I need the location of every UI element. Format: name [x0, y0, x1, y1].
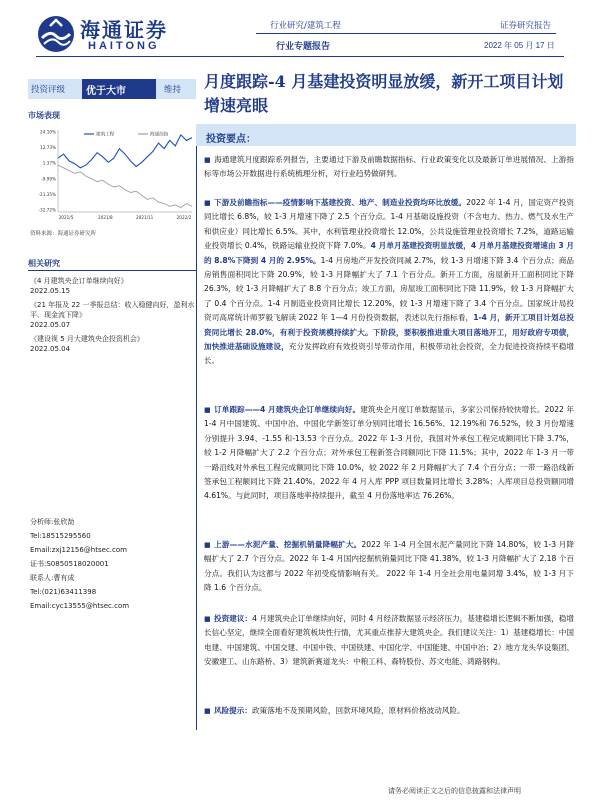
rating-label: 投资评级 — [28, 79, 82, 99]
advice-text: 4 月建筑央企订单继续向好，同时 4 月经济数据显示经济压力，基建稳增长逻辑不断加强，稳增长信心坚定，继续全面看好建筑板块性行情，尤其重点推荐大建筑央企。我们建议关注：1）基建稳增长：中国电建、中国建筑、中国交建、中国中铁、中国铁建、中国化学、中国能建、中国中冶；2）地方龙头华设集团、安徽建工、山东路桥、3）建筑新赛道龙头：中粮工科、森特股份、苏文电能、鸿路钢构。 — [204, 614, 574, 667]
bullet-icon: ■ — [204, 199, 211, 207]
related-item-date: 2022.05.04 — [30, 345, 71, 353]
page-footer: 请务必阅读正文之后的信息披露和法律声明 — [388, 787, 521, 795]
orders-paragraph — [204, 403, 574, 504]
bullet-icon: ■ — [204, 406, 211, 414]
header-divider — [256, 33, 556, 34]
report-title: 月度跟踪-4 月基建投资明显放缓，新开工项目计划增速亮眼 — [204, 72, 564, 115]
downstream-highlight-2: 1-4 月，新开工项目计划总投资同比增长 28.0%，有利于投资规模持续扩大。下阶段，要积极推进重大项目落地开工，用好政府专项债，加快推进基础设施建设， — [204, 313, 574, 352]
chart-y-tick: 24.10% — [40, 129, 56, 135]
chart-source: 资料来源：海通证券研究所 — [30, 231, 97, 237]
downstream-paragraph — [204, 196, 574, 369]
market-heading: 市场表现 — [28, 111, 60, 120]
report-type: 行业专题报告 — [276, 42, 331, 52]
bullet-icon: ■ — [204, 541, 211, 549]
risk-paragraph — [204, 704, 574, 718]
contact-tel: Tel:(021)63411398 — [30, 588, 97, 596]
analyst-tel: Tel:18515295560 — [30, 532, 91, 540]
bullet-icon: ■ — [204, 156, 211, 164]
risk-text: 政策落地不及预期风险，回款环境风险，原材料价格波动风险。 — [251, 706, 465, 715]
keypoints-heading: 投资要点： — [206, 134, 256, 145]
related-item-title: 《4 月建筑央企订单继续向好》 — [30, 277, 128, 285]
investment-rating — [28, 79, 196, 99]
bullet-icon: ■ — [204, 707, 211, 715]
related-item[interactable] — [30, 334, 144, 354]
related-divider — [28, 270, 196, 271]
chart-y-tick: 1.37% — [42, 160, 56, 166]
chart-x-tick: 2022/2 — [176, 215, 192, 220]
logo-text-en: HAITONG — [88, 40, 160, 52]
haitong-logo-icon — [36, 14, 76, 54]
intro-text: 海通建筑月度跟踪系列报告，主要通过下游及前瞻数据指标、行业政策变化以及最新订单进展情况、上游指标等市场公开数据进行系统梳理分析，对行业趋势做研判。 — [204, 155, 574, 179]
analyst-cert: 证书:S0850518020001 — [30, 560, 109, 568]
related-item-date: 2022.05.07 — [30, 321, 71, 329]
upstream-paragraph — [204, 538, 574, 596]
orders-text: 建筑央企月度订单数据显示，多家公司保持较快增长。2022 年 1-4 月中国建筑、中国中冶、中国化学新签订单分别同比增长 16.56%、12.19%和 76.52%，较 3 月份增速分别提升 3.94、-1.55 和-13.53 个百分点。2022 年 1-3 月份，我国对外承包工程完成额同比下降 3.7%，较 1-2 月降幅扩大了 2.2 个百分点；对外承包工程新签合同额同比下降 11.5%；其中，2022 年 1-3 月一带一路沿线对外承包工程完成额同比下降 10.0%，较 2022 年 2 月降幅扩大了 7.4 个百分点；一带一路沿线新签承包工程额同比下降 21.40%。2022 年 4 月入库 PPP 项目数量同比增长 3.28%；入库项目总投资额同增 4.61%。与此同时，项目落地率持续提升，截至 4 月份落地率达 76.26%。 — [204, 405, 574, 501]
related-item-title: 《建设视 5 月大建筑央企投资机会》 — [30, 335, 144, 343]
advice-heading: 投资建议： — [214, 614, 253, 623]
related-item-date: 2022.05.15 — [30, 287, 71, 295]
analyst-email[interactable]: Email:zxj12156@htsec.com — [30, 546, 127, 554]
analyst-name: 分析师:张欣劼 — [30, 518, 75, 526]
market-performance-chart — [28, 126, 196, 226]
contact-name: 联系人:曹有成 — [30, 574, 75, 582]
chart-legend-label: 海通综指 — [150, 132, 169, 138]
chart-series-line — [58, 165, 192, 208]
chart-y-tick: -21.35% — [38, 191, 56, 197]
chart-y-tick: -32.72% — [38, 207, 56, 213]
downstream-heading: 下游及前瞻指标——疫情影响下基建投资、地产、制造业投资均环比放缓。 — [214, 198, 467, 207]
report-label: 证券研究报告 — [500, 21, 552, 31]
contact-email[interactable]: Email:cyc13555@htsec.com — [30, 602, 130, 610]
risk-heading: 风险提示： — [214, 706, 252, 715]
related-item-title: 《21 年报及 22 一季报总结：收入稳健向好，盈利水平、现金流下降》 — [30, 301, 195, 319]
report-category: 行业研究/建筑工程 — [270, 21, 341, 31]
chart-legend-label: 建筑工程 — [96, 132, 115, 138]
header-divider-bottom — [36, 56, 564, 57]
chart-x-tick: 2021/5 — [58, 215, 74, 220]
chart-x-tick: 2021/11 — [135, 215, 154, 220]
related-item[interactable] — [30, 300, 198, 330]
upstream-text: 2022 年 1-4 月全国水泥产量同比下降 14.80%，较 1-3 月降幅扩大了 2.7 个百分点。2022 年 1-4 月国内挖掘机销量同比下降 41.38%，较 1-3 月降幅扩大了 2.18 个百分点。我们认为这都与 2022 年初受疫情影响有关。 2022 年 1-4 月全社会用电量同增 3.4%，较 1-3 月下降 1.6 个百分点。 — [204, 540, 574, 593]
company-logo — [36, 14, 186, 58]
related-heading: 相关研究 — [28, 259, 60, 268]
advice-paragraph — [204, 612, 574, 670]
chart-y-tick: -9.99% — [41, 176, 56, 182]
downstream-highlight: 4 月单月基建投资明显放缓，4 月单月基建投资增速由 3 月的 8.8%下降到 4 月的 2.95%。 — [204, 241, 574, 265]
downstream-text-3: 充分发挥政府有效投资引导带动作用，积极带动社会投资，全力促进投资持续平稳增长。 — [204, 342, 575, 366]
content-divider — [196, 146, 197, 730]
upstream-heading: 上游——水泥产量、挖掘机销量降幅扩大。 — [214, 540, 362, 549]
chart-x-tick: 2021/8 — [97, 215, 113, 220]
chart-series-line — [58, 135, 192, 168]
rating-hold: 维持 — [156, 79, 196, 99]
bullet-icon: ■ — [204, 615, 211, 623]
downstream-text: 2022 年 1-4 月，国定资产投资同比增长 6.8%，较 1-3 月增速下降了 2.5 个百分点。1-4 月基础设施投资（不含电力、热力、燃气及水生产和供应业）同比增长 6.5%。其中，水利管理业投资增长 12.0%，公共设施管理业投资增长 7.2%，道路运输业投资增长 0.4%，铁路运输业投资下降 7.0%。 — [204, 198, 574, 251]
logo-text-cn: 海通证券 — [80, 18, 168, 42]
page-header — [0, 0, 600, 60]
chart-y-tick: 12.73% — [40, 145, 56, 151]
orders-heading: 订单跟踪——4 月建筑央企订单继续向好。 — [214, 405, 361, 414]
downstream-text-2: 1-4 月房地产开发投资同减 2.7%，较 1-3 月增速下降 3.4 个百分点；商品房销售面积同比下降 20.9%，较 1-3 月降幅扩大了 7.1 个百分点。新开工方面，房屋新开工面积同比下降 26.3%，较 1-3 月降幅扩大了 8.8 个百分点；竣工方面，房屋竣工面积同比下降 11.9%，较 1-3 月降幅扩大了 0.4 个百分点。1-4 月制造业投资同比增长 12.20%，较 1-3 月增速下降了 3.4 个百分点。国家统计局投资司高席统计师罗毅飞解读 2022 年 1—4 月份投资数据，表述以先行指标看， — [204, 255, 574, 323]
intro-paragraph — [204, 153, 574, 182]
rating-value: 优于大市 — [82, 79, 156, 99]
related-item[interactable] — [30, 276, 128, 296]
report-date: 2022 年 05 月 17 日 — [484, 41, 555, 50]
